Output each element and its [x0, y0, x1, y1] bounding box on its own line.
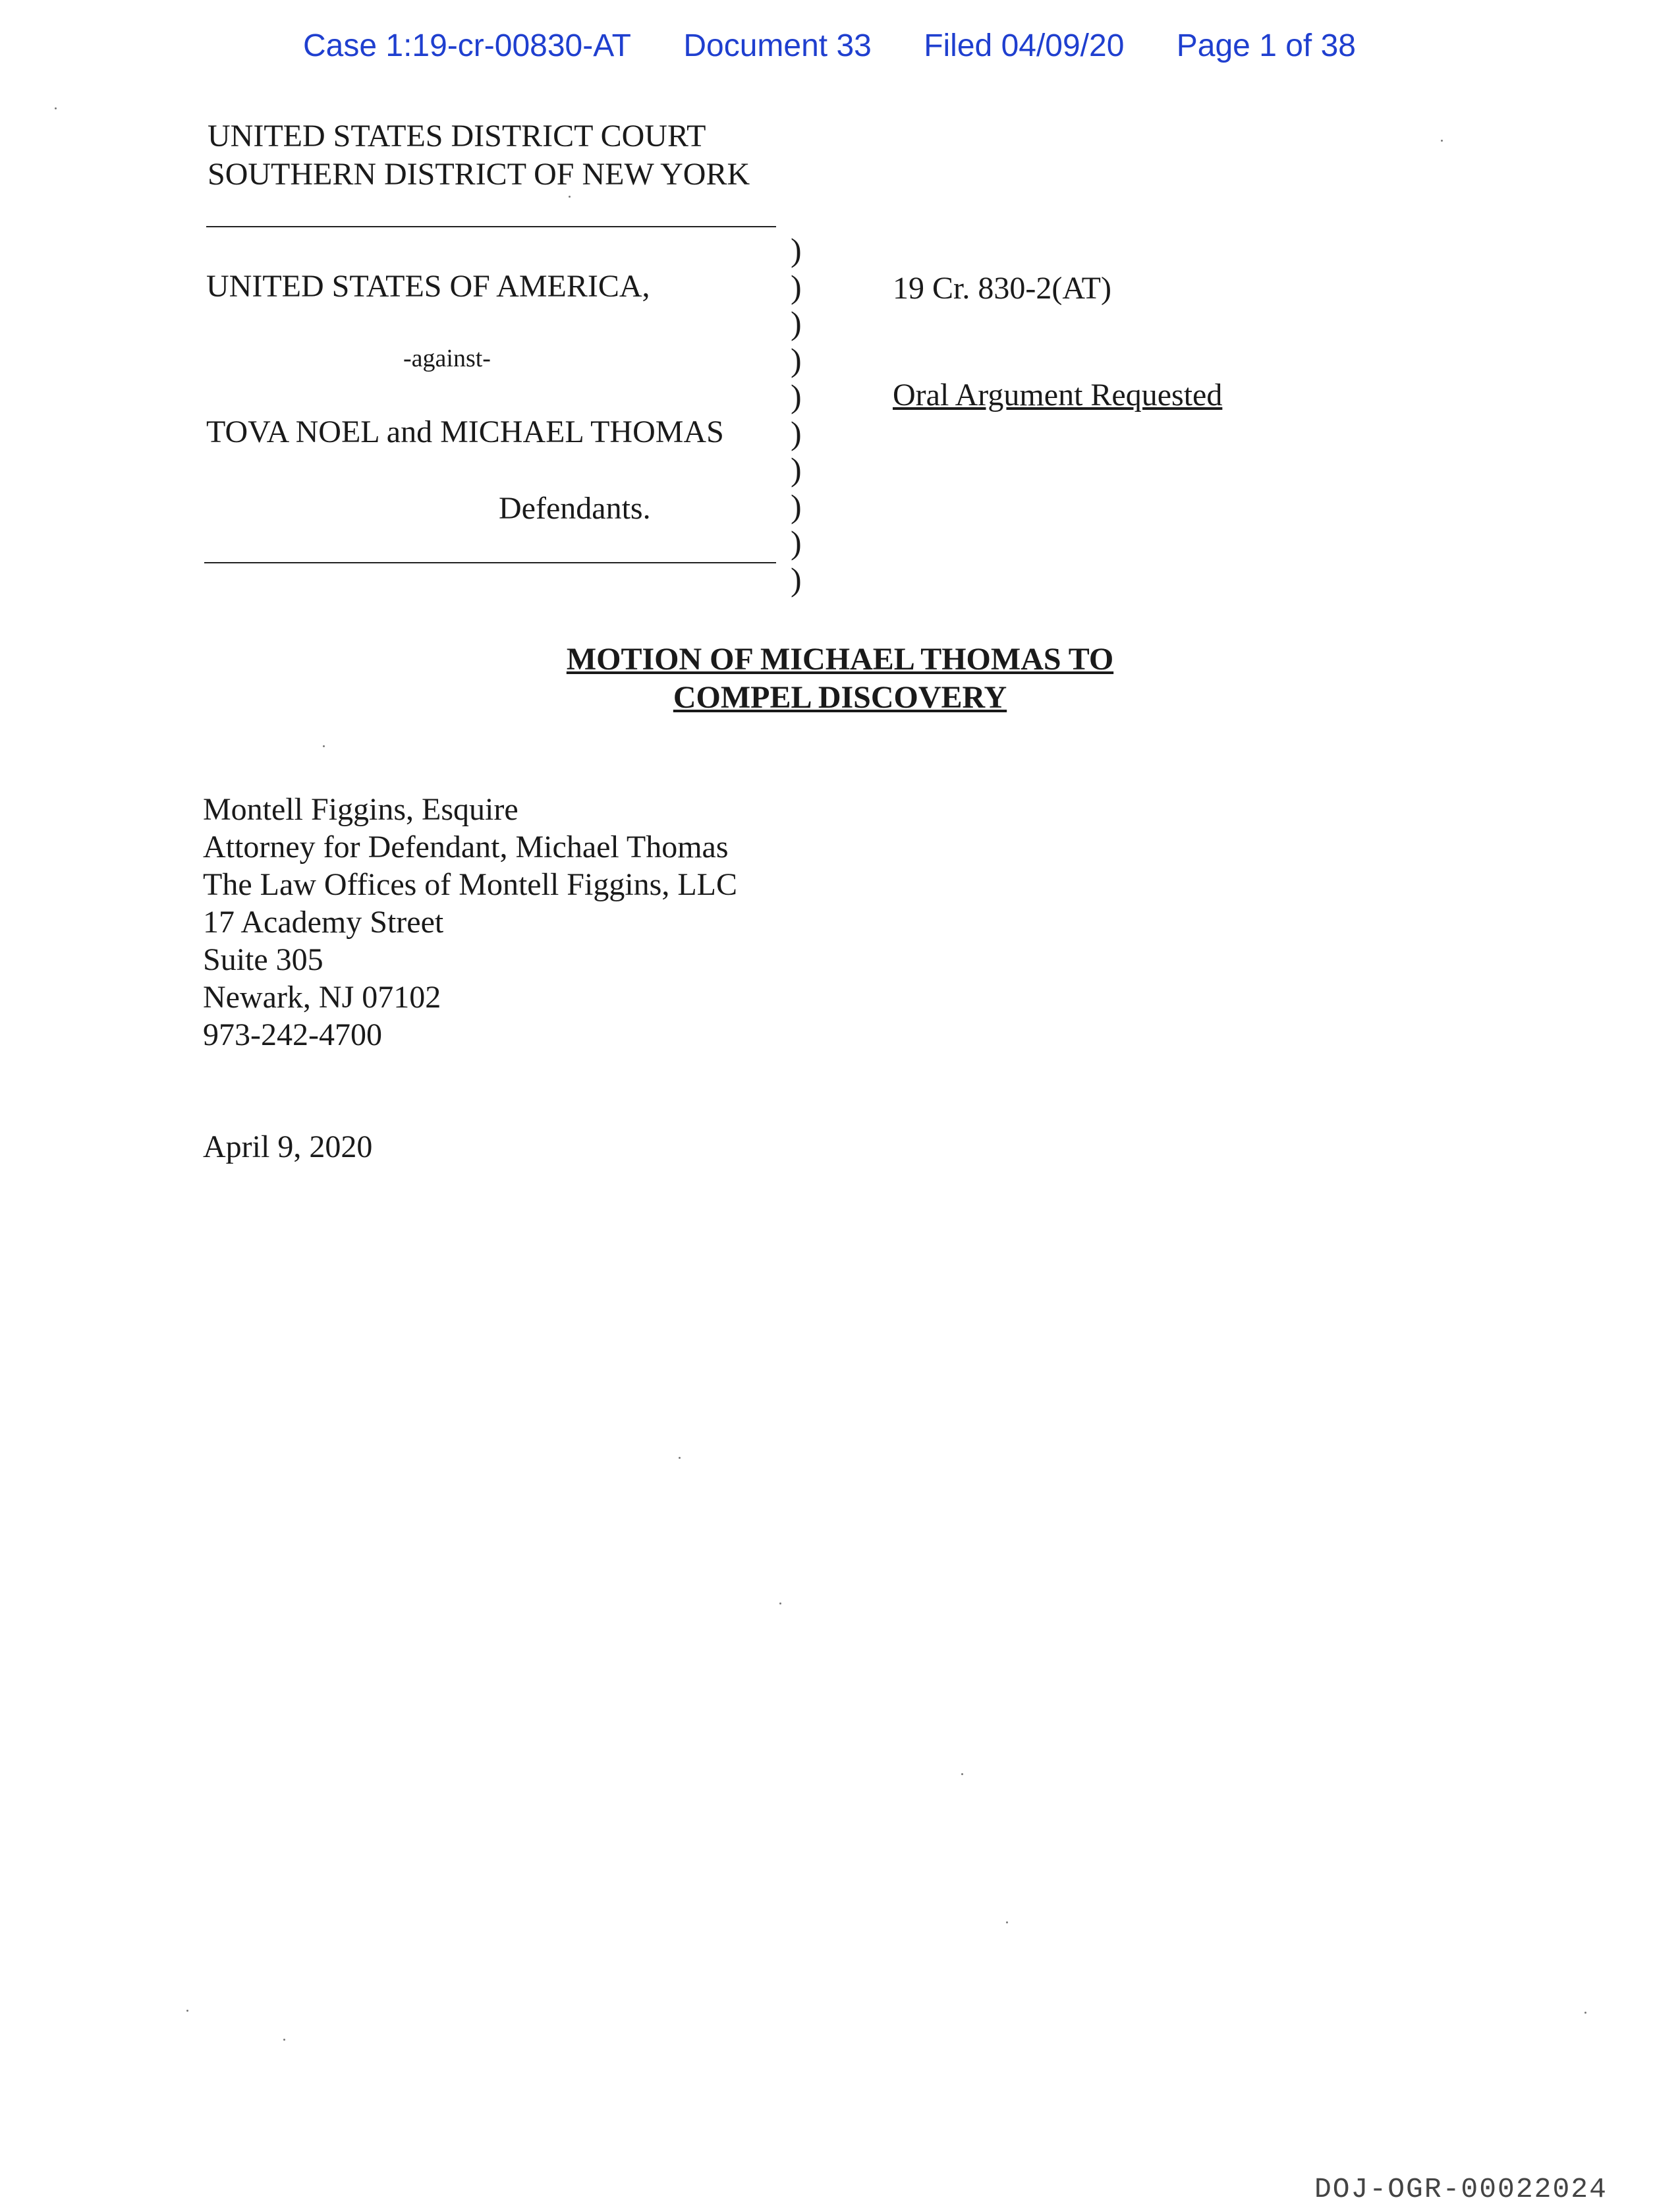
attorney-role: Attorney for Defendant, Michael Thomas [203, 830, 729, 865]
address-suite: Suite 305 [203, 942, 323, 977]
caption-paren: ) [791, 560, 802, 598]
scan-speck [323, 745, 325, 747]
defendants-names: TOVA NOEL and MICHAEL THOMAS [206, 414, 724, 449]
caption-paren: ) [791, 268, 802, 305]
court-district: SOUTHERN DISTRICT OF NEW YORK [208, 157, 750, 192]
page-count-stamp: Page 1 of 38 [1176, 28, 1356, 63]
caption-paren: ) [791, 414, 802, 451]
scan-speck [55, 107, 57, 109]
case-number-stamp: Case 1:19-cr-00830-AT [303, 28, 631, 63]
scan-speck [961, 1773, 963, 1775]
plaintiff-name: UNITED STATES OF AMERICA, [206, 269, 650, 304]
caption-paren-column [791, 232, 802, 598]
caption-paren: ) [791, 304, 802, 341]
court-name: UNITED STATES DISTRICT COURT [208, 119, 706, 154]
caption-paren: ) [791, 341, 802, 378]
law-firm-name: The Law Offices of Montell Figgins, LLC [203, 867, 737, 902]
scan-speck [1006, 1921, 1008, 1923]
caption-paren: ) [791, 378, 802, 414]
scan-speck [569, 196, 571, 198]
motion-title-line-2: COMPEL DISCOVERY [673, 680, 1007, 715]
caption-bottom-rule [204, 562, 776, 563]
caption-top-rule [206, 226, 776, 227]
address-city: Newark, NJ 07102 [203, 980, 441, 1015]
oral-argument-requested: Oral Argument Requested [893, 378, 1223, 412]
scan-speck [283, 2039, 285, 2041]
caption-paren: ) [791, 524, 802, 561]
filed-date-stamp: Filed 04/09/20 [924, 28, 1125, 63]
against-label: -against- [403, 345, 491, 372]
document-number-stamp: Document 33 [683, 28, 872, 63]
scan-speck [1584, 2012, 1586, 2014]
caption-paren: ) [791, 451, 802, 488]
attorney-name: Montell Figgins, Esquire [203, 792, 518, 827]
docket-number: 19 Cr. 830-2(AT) [893, 271, 1111, 306]
motion-title-line-1: MOTION OF MICHAEL THOMAS TO [566, 642, 1114, 677]
caption-paren: ) [791, 487, 802, 525]
filing-date: April 9, 2020 [203, 1129, 373, 1164]
court-heading [208, 117, 750, 194]
motion-title [0, 640, 1680, 717]
scan-speck [186, 2010, 188, 2012]
bates-number: DOJ-OGR-00022024 [1314, 2173, 1608, 2205]
attorney-signature-block [203, 791, 737, 1054]
scan-speck [1441, 140, 1443, 142]
defendants-label: Defendants. [499, 491, 651, 526]
address-street: 17 Academy Street [203, 905, 444, 940]
caption-paren: ) [791, 231, 802, 268]
ecf-header-stamp [303, 28, 1356, 64]
scan-speck [779, 1602, 781, 1604]
scan-speck [679, 1457, 681, 1459]
phone-number: 973-242-4700 [203, 1017, 382, 1052]
